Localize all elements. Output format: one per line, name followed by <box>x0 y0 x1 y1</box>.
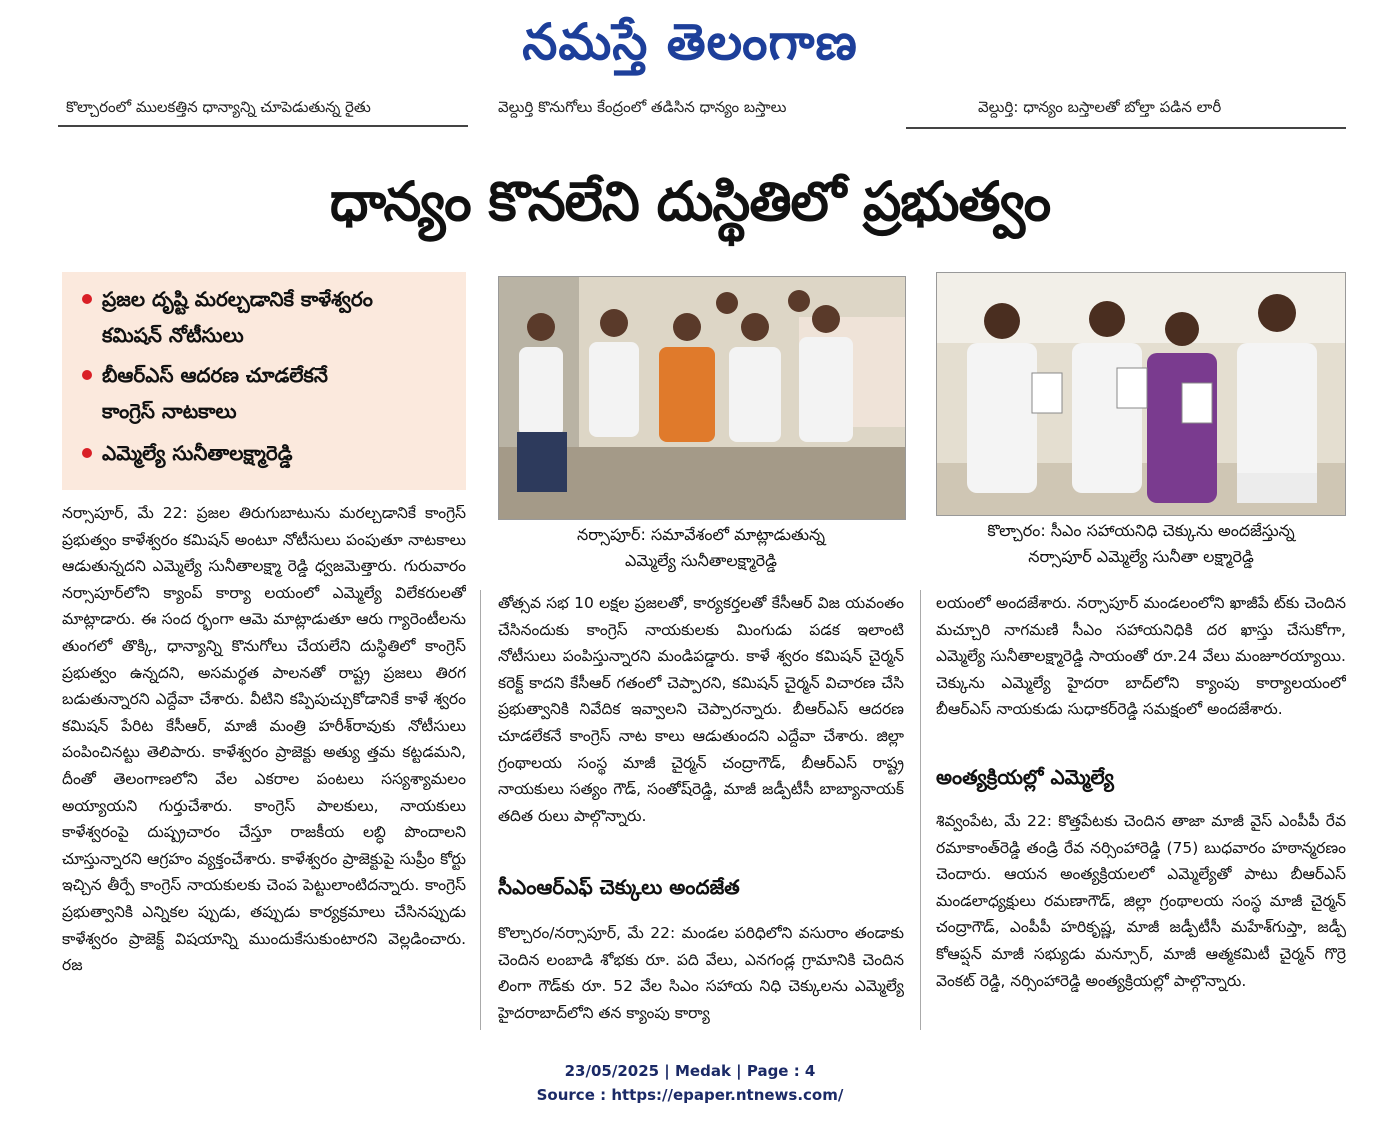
article-text-2: తోత్సవ సభ 10 లక్షల ప్రజలతో, కార్యకర్తలతో కేసీఆర్ విజ యవంతం చేసినందుకు కాంగ్రెస్ నాయకులకు మింగుడు పడక ఇలాంటి నోటీసులు పంపిస్తున్నారని మండిపడ్డారు. కాళే శ్వరం కమిషన్ చైర్మన్ కరెక్ట్ కాదని కేసీఆర్ గతంలో చెప్పారని, కమిషన్ చైర్మన్ విచారణ చేసి ప్రభుత్వానికి నివేదిక ఇవ్వాలని చెప్పారన్నారు. బీఆర్ఎస్ ఆదరణ చూడలేకనే కాంగ్రెస్ నాట కాలు ఆడుతుందని ఎద్దేవా చేశారు. జిల్లా గ్రంథాలయ సంస్థ మాజీ చైర్మన్ చంద్రాగౌడ్, బీఆర్ఎస్ రాష్ట్ర నాయకులు సత్యం గౌడ్, సంతోష్‌రెడ్డి, మాజీ జడ్పీటీసీ బాబ్యానాయక్ తదిత రులు పాల్గొన్నారు. <box>498 594 904 825</box>
article-text-1: నర్సాపూర్, మే 22: ప్రజల తిరుగుబాటును మరల్చడానికే కాంగ్రెస్ ప్రభుత్వం కాళేశ్వరం కమిషన్ అంటూ నోటీసులు పంపుతూ నాటకాలు ఆడుతున్నదని ఎమ్మెల్యే సునీతాలక్ష్మా రెడ్డి ధ్వజమెత్తారు. గురువారం నర్సాపూర్‌లోని క్యాంప్ కార్యా లయంలో ఎమ్మెల్యే విలేకరులతో మాట్లాడారు. ఈ సంద ర్భంగా ఆమె మాట్లాడుతూ ఆరు గ్యారెంటీలను తుంగలో తొక్కి, ధాన్యాన్ని కొనుగోలు చేయలేని దుస్థితిలో కాంగ్రెస్ ప్రభుత్వం ఉన్నదని, అసమర్థత పాలనతో రాష్ట్ర ప్రజలు తిరగ బడుతున్నారని ఎద్దేవా చేశారు. వీటిని కప్పిపుచ్చుకోడానికే కాళే శ్వరం కమిషన్ పేరిట కేసీఆర్, మాజీ మంత్రి హరీశ్‌రావుకు నోటీసులు పంపించినట్టు తెలిపారు. కాళేశ్వరం ప్రాజెక్టు అత్యు త్తమ కట్టడమని, దీంతో తెలంగాణలోని వేల ఎకరాల పంటలు సస్యశ్యామలం అయ్యాయని గుర్తుచేశారు. కాంగ్రెస్ పాలకులు, నాయకులు కాళేశ్వరంపై దుష్ప్రచారం చేస్తూ రాజకీయ లబ్ధి పొందాలని చూస్తున్నారని ఆగ్రహం వ్యక్తంచేశారు. కాళేశ్వరం ప్రాజెక్టుపై సుప్రీం కోర్టు ఇచ్చిన తీర్పే కాంగ్రెస్ నాయకులకు చెంప పెట్టులాంటిదన్నారు. కాంగ్రెస్ ప్రభుత్వానికి ఎన్నికల ప్పుడు, తప్పుడు కార్యక్రమాలు చేసినప్పుడు కాళేశ్వరం ప్రాజెక్ట్ విషయాన్ని ముందుకేసుకుంటారని వెల్లడించారు. రజ <box>62 504 466 975</box>
highlight-1-cont: కమిషన్ నోటీసులు <box>102 323 244 347</box>
divider <box>58 125 468 127</box>
top-caption-1: కొల్చారంలో ములకత్తిన ధాన్యాన్ని చూపెడుతున్న రైతు <box>66 98 371 116</box>
top-caption-2: వెల్దుర్తి కొనుగోలు కేంద్రంలో తడిసిన ధాన్యం బస్తాలు <box>498 98 787 116</box>
subhead-cmrf: సీఎంఆర్ఎఫ్ చెక్కులు అందజేత <box>498 875 740 899</box>
article-column-1 <box>62 500 466 1030</box>
cheque-photo-image <box>937 273 1345 515</box>
meeting-photo-image <box>499 277 905 519</box>
footer-source-link[interactable]: Source : https://epaper.ntnews.com/ <box>536 1086 844 1104</box>
column-divider <box>920 590 921 1030</box>
top-caption-3: వెల్దుర్తి: ధాన్యం బస్తాలతో బోల్తా పడిన లారీ <box>978 98 1222 116</box>
highlight-2-cont: కాంగ్రెస్ నాటకాలు <box>102 399 237 423</box>
highlight-2: బీఆర్ఎస్ ఆదరణ చూడలేకనే <box>82 360 328 390</box>
highlight-1: ప్రజల దృష్టి మరల్చడానికే కాళేశ్వరం <box>82 284 373 314</box>
article-column-3 <box>936 590 1346 750</box>
cheque-photo <box>936 272 1346 516</box>
bullet-icon <box>82 448 92 458</box>
photo-caption-3: కొల్చారం: సీఎం సహాయనిధి చెక్కును అందజేస్తున్న నర్సాపూర్ ఎమ్మెల్యే సునీతా లక్ష్మారెడ్డి <box>987 521 1295 566</box>
article-text-3b: శివ్వంపేట, మే 22: కొత్తపేటకు చెందిన తాజా మాజీ వైస్ ఎంపీపీ రేవ రమాకాంత్‌రెడ్డి తండ్రి రేవ నర్సింహారెడ్డి (75) బుధవారం హఠాన్మరణం చెందారు. ఆయన అంత్యక్రియలలో ఎమ్మెల్యేతో పాటు బీఆర్ఎస్ మండలాధ్యక్షులు రమణాగౌడ్, జిల్లా గ్రంథాలయ సంస్థ మాజీ చైర్మన్ చంద్రాగౌడ్, ఎంపీపీ హరికృష్ణ, మాజీ జడ్పీటీసీ మహేశ్‌గుప్తా, జడ్పీ కోఆప్షన్ మాజీ సభ్యుడు మన్సూర్, మాజీ ఆత్మకమిటీ చైర్మన్ గొర్రె వెంకట్ రెడ్డి, నర్సింహారెడ్డి అంత్యక్రియల్లో పాల్గొన్నారు. <box>936 812 1346 990</box>
article-column-3b <box>936 808 1346 1030</box>
bullet-icon <box>82 294 92 304</box>
subhead-funeral: అంత్యక్రియల్లో ఎమ్మెల్యే <box>936 765 1114 789</box>
article-column-2 <box>498 590 904 862</box>
footer-date-page: 23/05/2025 | Medak | Page : 4 <box>564 1062 816 1080</box>
article-text-3: లయంలో అందజేశారు. నర్సాపూర్ మండలంలోని ఖాజీపే ట్‌కు చెందిన మచ్చూరి నాగమణి సీఎం సహాయనిధికి దర ఖాస్తు చేసుకోగా, ఎమ్మెల్యే సునీతాలక్ష్మారెడ్డి సాయంతో రూ.24 వేలు మంజూరయ్యాయి. చెక్కును ఎమ్మెల్యే హైదరా బాద్‌లోని క్యాంపు కార్యాలయంలో బీఆర్ఎస్ నాయకుడు సుధాకర్‌రెడ్డి సమక్షంలో అందజేశారు. <box>936 594 1346 719</box>
masthead-title: నమస్తే తెలంగాణ <box>522 13 858 71</box>
divider <box>906 127 1346 129</box>
photo-caption-2: నర్సాపూర్: సమావేశంలో మాట్లాడుతున్న ఎమ్మెల్యే సునీతాలక్ష్మారెడ్డి <box>577 525 825 570</box>
meeting-photo <box>498 276 906 520</box>
main-headline: ధాన్యం కొనలేని దుస్థితిలో ప్రభుత్వం <box>329 170 1051 233</box>
highlights-box <box>62 272 466 490</box>
article-text-2b: కొల్చారం/నర్సాపూర్, మే 22: మండల పరిధిలోని వసురాం తండాకు చెందిన లంబాడి శోభకు రూ. పది వేలు, ఎనగండ్ల గ్రామానికి చెందిన లింగా గౌడ్‌కు రూ. 52 వేల సిఎం సహాయ నిధి చెక్కులను ఎమ్మెల్యే హైదరాబాద్‌లోని తన క్యాంపు కార్యా <box>498 924 904 1022</box>
bullet-icon <box>82 370 92 380</box>
highlight-3: ఎమ్మెల్యే సునీతాలక్ష్మారెడ్డి <box>82 438 293 468</box>
column-divider <box>480 590 481 1030</box>
article-column-2b <box>498 920 904 1030</box>
